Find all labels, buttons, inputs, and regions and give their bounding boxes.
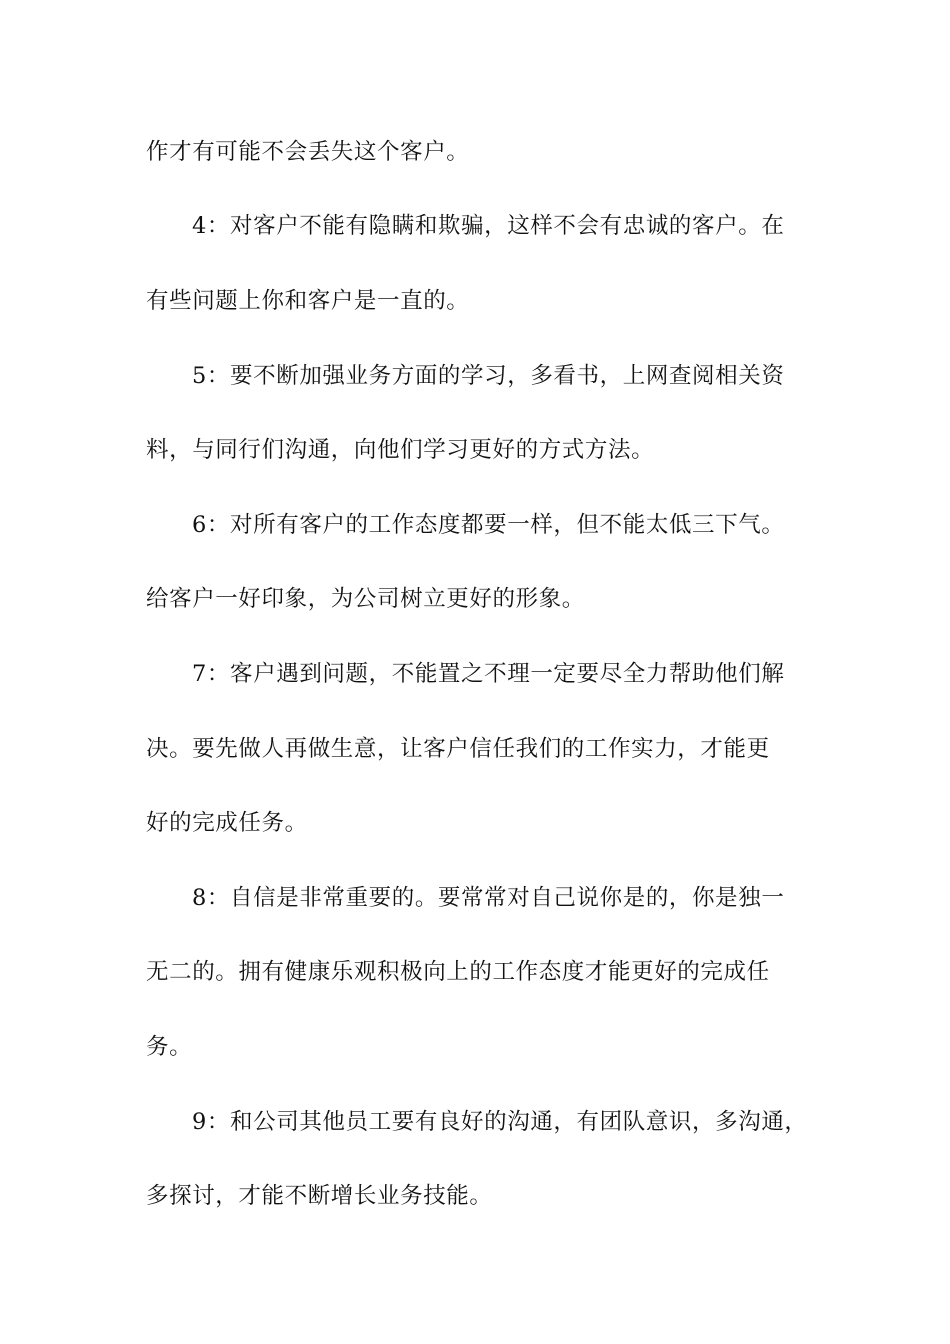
text-line-5: 料，与同行们沟通，向他们学习更好的方式方法。 <box>146 437 655 463</box>
text-line-10: 好的完成任务。 <box>146 810 308 836</box>
text-line-1: 作才有可能不会丢失这个客户。 <box>146 139 470 165</box>
text-line-9: 决。要先做人再做生意，让客户信任我们的工作实力，才能更 <box>146 736 770 762</box>
text-line-13: 务。 <box>146 1034 193 1060</box>
text-line-6: 6：对所有客户的工作态度都要一样，但不能太低三下气。 <box>192 512 785 538</box>
text-line-7: 给客户一好印象，为公司树立更好的形象。 <box>146 586 585 612</box>
text-line-8: 7：客户遇到问题，不能置之不理一定要尽全力帮助他们解 <box>192 661 785 687</box>
text-line-15: 多探讨，才能不断增长业务技能。 <box>146 1183 493 1209</box>
text-line-12: 无二的。拥有健康乐观积极向上的工作态度才能更好的完成任 <box>146 959 770 985</box>
text-line-2: 4：对客户不能有隐瞒和欺骗，这样不会有忠诚的客户。在 <box>192 213 785 239</box>
text-line-4: 5：要不断加强业务方面的学习，多看书，上网查阅相关资 <box>192 363 785 389</box>
text-line-3: 有些问题上你和客户是一直的。 <box>146 288 470 314</box>
text-line-11: 8：自信是非常重要的。要常常对自己说你是的，你是独一 <box>192 885 785 911</box>
text-line-14: 9：和公司其他员工要有良好的沟通，有团队意识，多沟通， <box>192 1109 808 1135</box>
